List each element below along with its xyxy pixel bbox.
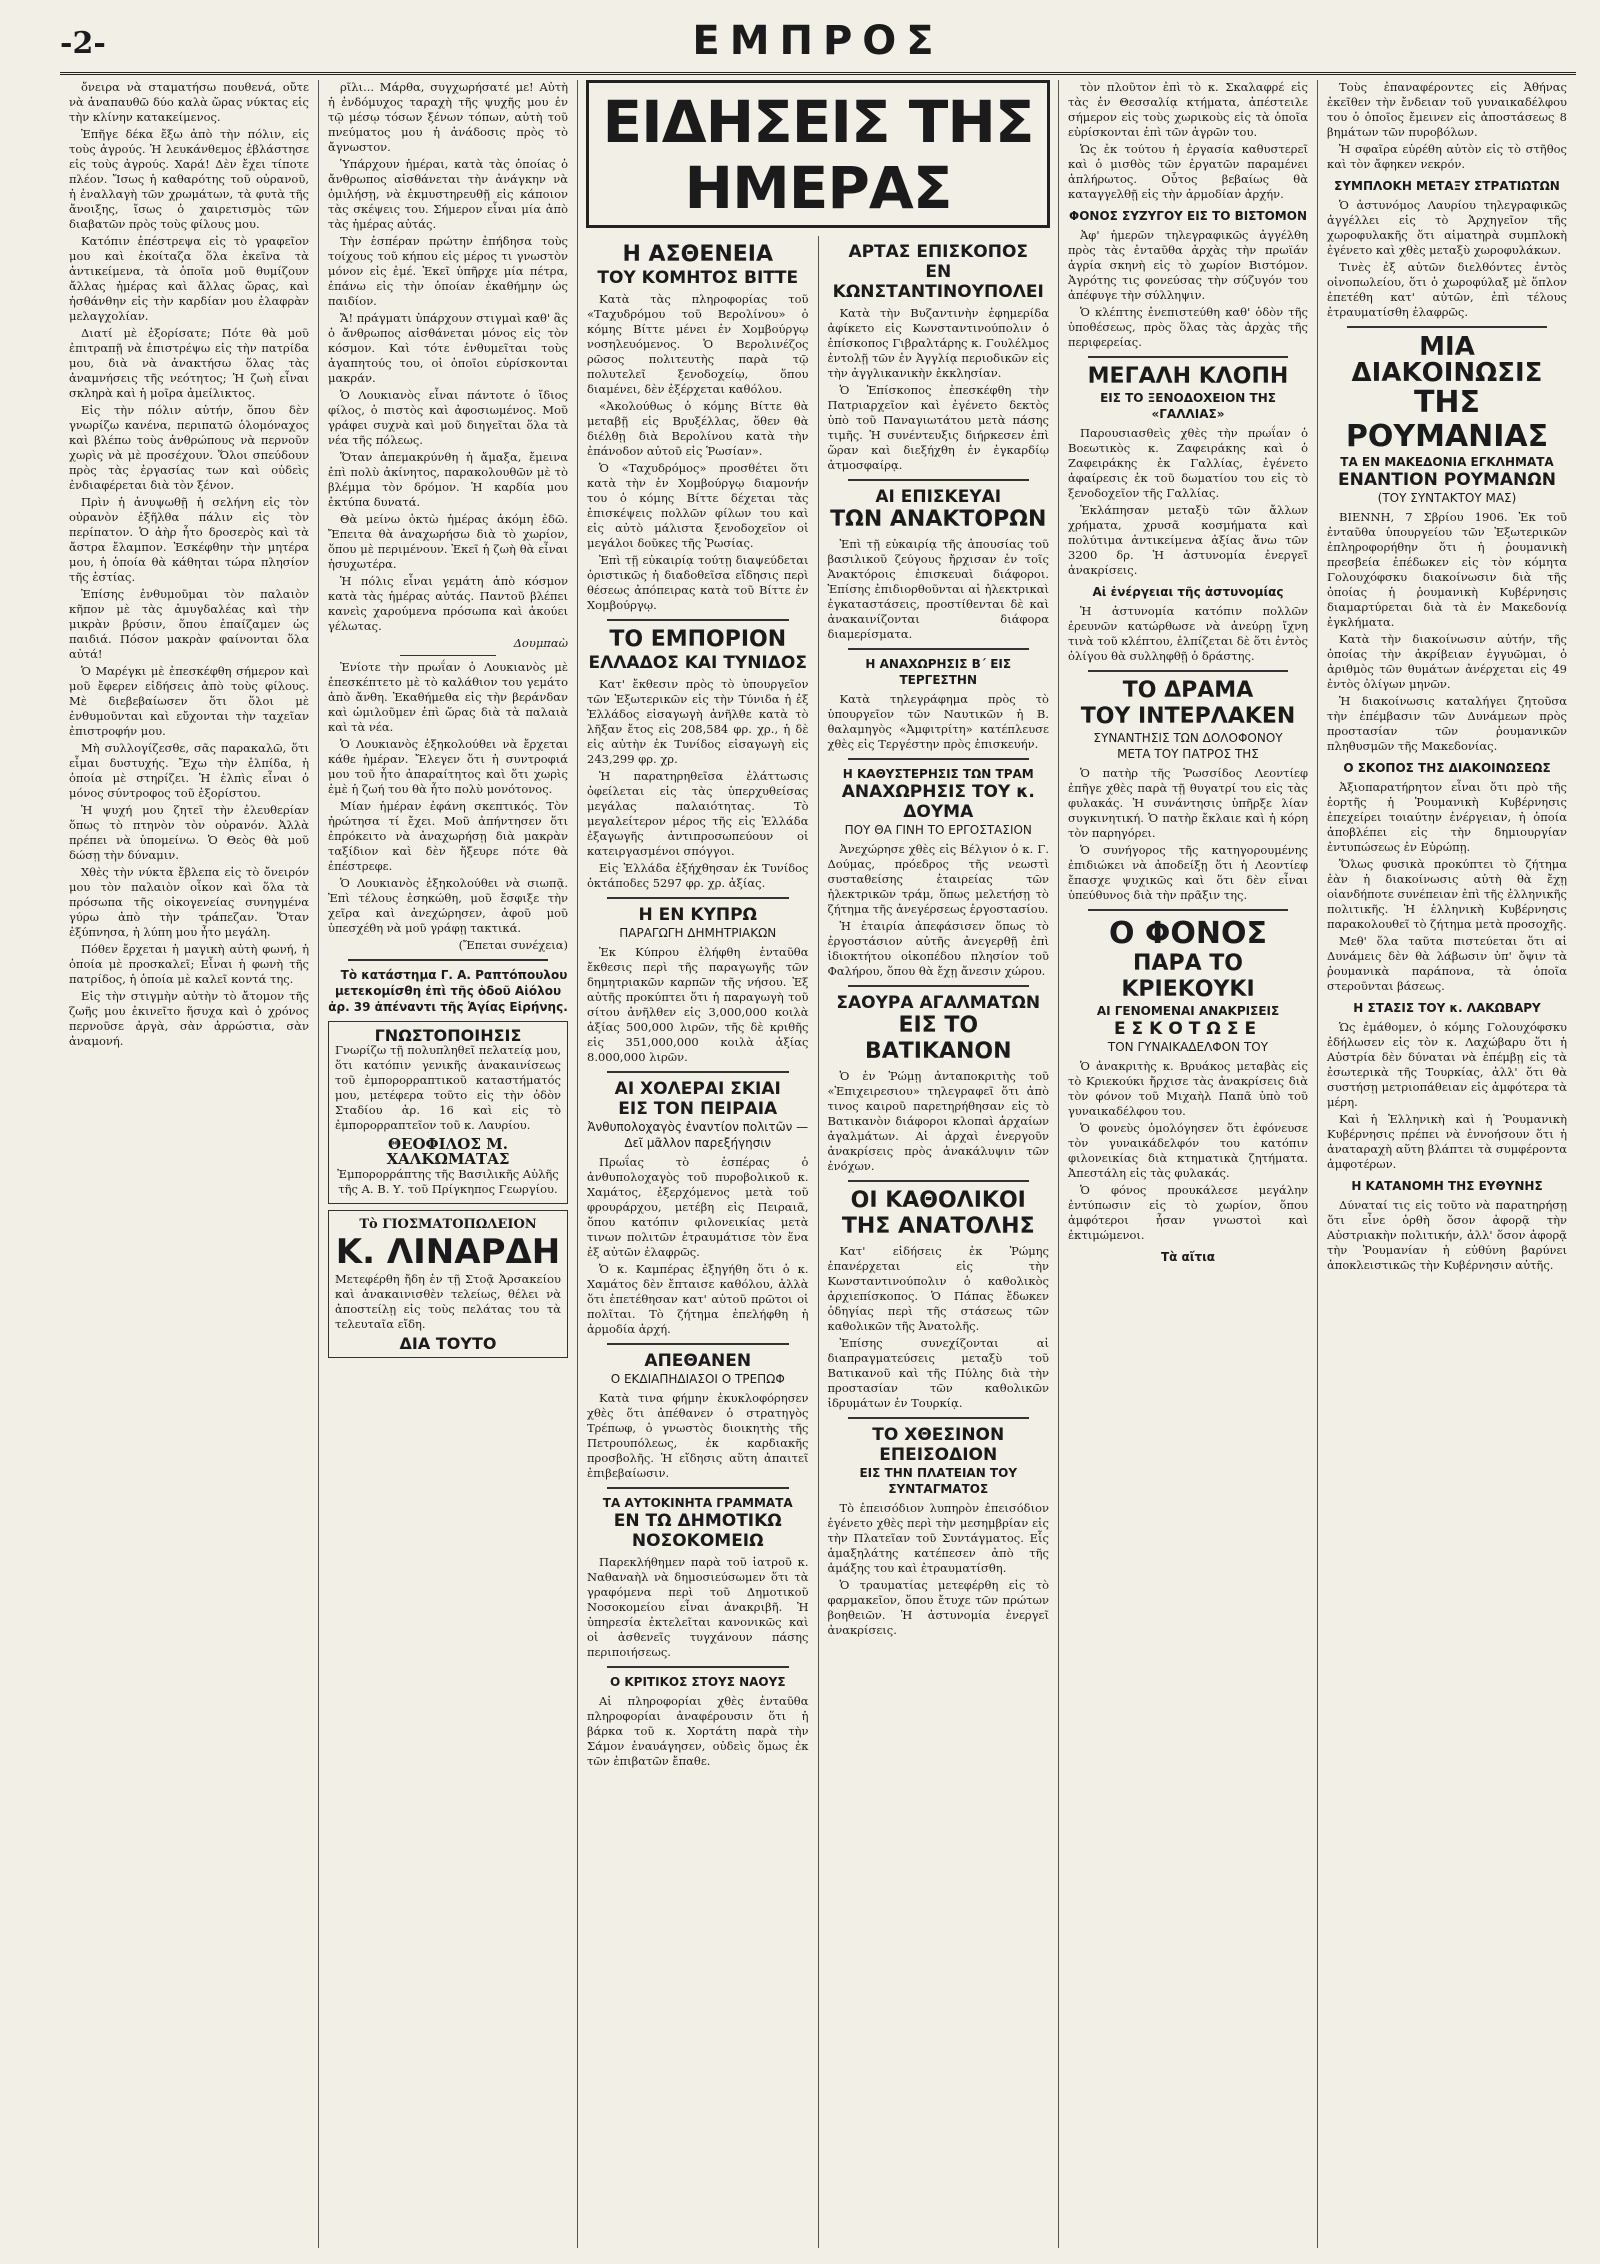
ad-subtext: Ἐμπορορράπτης τῆς Βασιλικῆς Αὐλῆς τῆς Α. Β. Υ. τοῦ Πρίγκηπος Γεωργίου. [337,1167,559,1196]
headline-line: ΑΡΤΑΣ ΕΠΙΣΚΟΠΟΣ [848,242,1029,262]
ad-title: ΓΝΩΣΤΟΠΟΙΗΣΙΣ [374,1026,522,1045]
headline [587,242,809,288]
paragraph: Κατὰ τὴν διακοίνωσιν αὐτήν, τῆς ὁποίας τὴν ἀκρίβειαν ἐγγυῶμαι, ὁ ἀριθμὸς τῶν θυμάτων ἀνέρχεται εἰς 49 ἐντὸς ὀλίγων μηνῶν. [1327,632,1567,691]
notice-text: Τὸ κατάστημα Γ. Α. Ραπτόπουλου μετεκομίσθη ἐπὶ τῆς ὁδοῦ Αἰόλου ἀρ. 39 ἀπέναντι τῆς Ἁγίας Εἰρήνης. [328,968,568,1014]
divider [348,959,548,961]
paragraph: Ὁ ἐν Ῥώμῃ ἀνταποκριτὴς τοῦ «Ἐπιχειρεσιου» τηλεγραφεῖ ὅτι ἀπὸ τινος καιροῦ παρετηρήθησαν εἰς τὸ Βατικανὸν διάφοροι κλοπαὶ ἀρχαίων ἀγαλμάτων. Αἱ ἀρχαὶ ἐνεργοῦν ἀνακρίσεις πρὸς ἀνακάλυψιν τῶν ἐνόχων. [827,1069,1049,1173]
paragraph: Ἀφ' ἡμερῶν τηλεγραφικῶς ἀγγέλθη πρὸς τὰς ἐνταῦθα ἀρχὰς τὴν πρωϊάν ἀγρία σκηνὴ εἰς τὸ χωρίον Βιστόμον. Ἀγρότης τις φονεύσας τὴν σύζυγόν του ἀπέφυγε τὴν σύλληψιν. [1068,228,1308,302]
paragraph: «Ἀκολούθως ὁ κόμης Βίττε θὰ μεταβῇ εἰς Βρυξέλλας, ὅθεν θὰ διέλθῃ διὰ Βερολίνου κατὰ τὴν ἐπάνοδον αὐτοῦ εἰς Ῥωσίαν». [587,399,809,458]
headline [828,766,1050,838]
headline [587,1351,809,1387]
paragraph: Ὁ φόνος προυκάλεσε μεγάλην ἐντύπωσιν εἰς τὸ χωρίον, ὅπου ἀμφότεροι ἦσαν γνωστοὶ καὶ ἐκτιμώμενοι. [1068,1183,1308,1242]
paragraph: Πρωΐας τὸ ἑσπέρας ὁ ἀνθυπολοχαγὸς τοῦ πυροβολικοῦ κ. Χαμάτος, ἐξερχόμενος μετὰ τοῦ φρουράρχου, μετέβη εἰς Πειραιᾶ, ὅπου κατόπιν φιλονεικίας μετὰ τινων πολιτῶν ἐτραυμάτισε τὸν ἕνα ἐξ αὐτῶν ἐλαφρῶς. [587,1155,809,1259]
paragraph: Ἡ σφαῖρα εὑρέθη αὐτὸν εἰς τὸ στῆθος καὶ τὸν ἄφηκεν νεκρόν. [1327,142,1567,171]
paragraph: Κατὰ τὰς πληροφορίας τοῦ «Ταχυδρόμου τοῦ Βερολίνου» ὁ κόμης Βίττε μένει ἐν Χομβούργῳ νοσηλευόμενος. Ὁ Βερολινέζος ρῶσος πολιτευτὴς παρὰ τῷ πολυτελεῖ ξενοδοχείῳ, ὅπου διαμένει, δὲν ἐξέρχεται καθόλου. [587,292,809,396]
paragraph: Ἄ! πράγματι ὑπάρχουν στιγμαὶ καθ' ἃς ὁ ἄνθρωπος αἰσθάνεται μόνος εἰς τὸν κόσμον. Καὶ τότε ἐνθυμεῖται τοὺς ἀγαπητούς του, οἱ ὁποῖοι εὑρίσκονται μακράν. [328,311,568,385]
paragraph: Ὑπάρχουν ἡμέραι, κατὰ τὰς ὁποίας ὁ ἄνθρωπος αἰσθάνεται τὴν ἀνάγκην νὰ ὁμιλήσῃ, νὰ ἐκμυστηρευθῇ εἰς κάποιον τὰς σκέψεις του. Σήμερον εἶναι μία ἀπὸ τὰς ἡμέρας αὐτάς. [328,157,568,231]
headline [828,487,1050,533]
headline-line: ΣΥΜΠΛΟΚΗ ΜΕΤΑΞΥ ΣΤΡΑΤΙΩΤΩΝ [1334,179,1560,193]
paragraph: Ὁ πατὴρ τῆς Ῥωσσίδος Λεοντίεφ ἐπῆγε χθὲς παρὰ τῇ θυγατρί του εἰς τὰς φυλακάς. Ἡ συνάντησις ὑπῆρξε λίαν συγκινητική. Ὁ πατὴρ ἔκλαιε καὶ ἡ κόρη τὸν παρηγόρει. [1068,766,1308,840]
headline [1068,917,1308,1055]
headline-line: ΕΛΛΑΔΟΣ ΚΑΙ ΤΥΝΙΔΟΣ [588,653,807,673]
paragraph: Ὁ Ἐπίσκοπος ἐπεσκέφθη τὴν Πατριαρχεῖον καὶ ἐγένετο δεκτὸς ὑπὸ τοῦ Παναγιωτάτου μετὰ πάσης τιμῆς. Ἡ συνέντευξις διήρκεσεν ἐπὶ ὥραν καὶ διεξήχθη ἐν ἐγκαρδίῳ ἀτμοσφαίρᾳ. [827,383,1049,472]
headline-line: ΤΟΥ ΚΟΜΗΤΟΣ ΒΙΤΤΕ [597,268,799,288]
paragraph: Τοὺς ἐπαναφέροντες εἰς Ἀθήνας ἐκεῖθεν τὴν ἔνδειαν τοῦ γυναικαδέλφου του ὁ ὁποῖος ἔμεινεν εἰς ἀποστάσεως 8 βημάτων τῶν πυροβόλων. [1327,80,1567,139]
headline [587,627,809,673]
headline-line: Η ΚΑΤΑΝΟΜΗ ΤΗΣ ΕΥΘΥΝΗΣ [1351,1179,1543,1193]
headline [1327,178,1567,194]
headline-line: ΑΙ ΕΠΙΣΚΕΥΑΙ [875,487,1002,507]
paragraph: Ἀνεχώρησε χθὲς εἰς Βέλγιον ὁ κ. Γ. Δούμας, πρόεδρος τῆς νεωστὶ συσταθείσης ἑταιρείας τῶν ἠλεκτρικῶν τράμ, ὅπως μελετήσῃ τὸ ζήτημα τῆς ἀνεγέρσεως ἐργοστασίου. [827,842,1049,916]
paragraph: Ὅταν ἀπεμακρύνθη ἡ ἄμαξα, ἔμεινα ἐπὶ πολὺ ἀκίνητος, παρακολουθῶν μὲ τὸ βλέμμα τὸν δρόμον. Ἡ καρδία μου ἐκτύπα δυνατά. [328,450,568,509]
headline-subline: ΕΝΑΝΤΙΟΝ ΡΟΥΜΑΝΩΝ [1338,470,1556,490]
paragraph: Κατόπιν ἐπέστρεψα εἰς τὸ γραφεῖον μου καὶ ἐκοίταζα ὅλα ἐκεῖνα τὰ ἀντικείμενα, τὰ ὁποῖα μοῦ θυμίζουν ἄλλας ἡμέρας καὶ ἄλλας ὥρας, καὶ ἠσθάνθην εἰς τὴν καρδίαν μου ἐλαφρὰν μελαγχολίαν. [69,234,309,323]
paragraph: Ὅλως φυσικὰ προκύπτει τὸ ζήτημα ἐὰν ἡ διακοίνωσις αὐτὴ θὰ ἔχῃ οἱανδήποτε συνέπειαν ἐπὶ τῆς ἐλληνικῆς πολιτικῆς. Ἡ ἑλληνικὴ Κυβέρνησις παρακολουθεῖ τὸ ζήτημα μετὰ προσοχῆς. [1327,857,1567,931]
paragraph: Παρεκλήθημεν παρὰ τοῦ ἰατροῦ κ. Ναθαναὴλ νὰ δημοσιεύσωμεν ὅτι τὰ γραφόμενα περὶ τοῦ Δημοτικοῦ Νοσοκομείου εἶναι ἀνακριβῆ. Ἡ ὑπηρεσία ἐκτελεῖται κανονικῶς καὶ οἱ ἀσθενεῖς τυγχάνουν πάσης περιποιήσεως. [587,1555,809,1659]
headline [1068,364,1308,422]
divider [1088,356,1288,358]
headline-line: ΕΙΣ ΤΟ ΒΑΤΙΚΑΝΟΝ [864,1013,1012,1064]
paragraph: Εἰς τὴν πόλιν αὐτήν, ὅπου δὲν γνωρίζω κανένα, περιπατῶ ὁλομόναχος καὶ βλέπω τοὺς ἀνθρώπους νὰ περνοῦν χωρὶς νὰ μὲ προσέχουν. Ὅλοι σπεύδουν πρὸς τὰς ἐργασίας των καὶ οὐδεὶς ἐνδιαφέρεται διὰ τὸν ξένον. [69,403,309,492]
paragraph: Ὁ κλέπτης ἐνεπιστεύθη καθ' ὁδὸν τῆς ὑποθέσεως, πρὸς ὅλας τὰς ἀρχὰς τῆς περιφερείας. [1068,305,1308,349]
divider [1088,909,1288,911]
column-1 [60,80,319,2248]
headline-line: Η ΑΝΑΧΩΡΗΣΙΣ Β΄ ΕΙΣ ΤΕΡΓΕΣΤΗΝ [865,657,1012,687]
headline-line: Η ΕΝ ΚΥΠΡΩ [638,905,758,925]
headline-line: ΜΙΑ ΔΙΑΚΟΙΝΩΣΙΣ [1351,332,1543,388]
headline-subline: ΜΕΤΑ ΤΟΥ ΠΑΤΡΟΣ ΤΗΣ [1117,747,1259,761]
paragraph: Ὁ τραυματίας μετεφέρθη εἰς τὸ φαρμακεῖον, ὅπου ἔτυχε τῶν πρώτων βοηθειῶν. Ἡ ἀστυνομία ἐνεργεῖ ἀνακρίσεις. [827,1578,1049,1637]
headline-line: Αἱ ἐνέργειαι τῆς ἀστυνομίας [1092,585,1284,599]
notice [328,967,568,1015]
headline [828,1425,1050,1497]
headline-line: Τὰ αἴτια [1160,1250,1216,1264]
paragraph: ρῖλι... Μάρθα, συγχωρήσατέ με! Αὐτὴ ἡ ἐνδόμυχος ταραχὴ τῆς ψυχῆς μου ἐν τῷ μέσῳ τόσων ξένων τόπων, αὐτὴ τοῦ πνεύματος μου ἡ ἀνάδοσις πρὸς τὸ ἄγνωστον. [328,80,568,154]
headline-line: ΤΟ ΔΡΑΜΑ [1122,678,1254,703]
paragraph: Μεθ' ὅλα ταῦτα πιστεύεται ὅτι αἱ Δυνάμεις δὲν θὰ λάβωσιν ὑπ' ὄψιν τὰ ῥουμανικὰ παράπονα, τὰ ὁποῖα στεροῦνται βάσεως. [1327,934,1567,993]
paragraph: Ἐπὶ τῇ εὐκαιρίᾳ τῆς ἀπουσίας τοῦ βασιλικοῦ ζεύγους ἤρχισαν ἐν τοῖς Ἀνακτόροις ἐπισκευαὶ διάφοροι. Ἐπίσης ἐπιδιορθοῦνται αἱ ἠλεκτρικαὶ ἐγκαταστάσεις, προστίθενται δὲ καὶ ἀνακαινίζονται διάφορα διαμερίσματα. [827,537,1049,641]
divider [607,619,789,621]
advertisement [328,1210,568,1358]
author-signature: Δουμπαὼ [513,636,568,650]
headline-line: ΕΝ ΚΩΝΣΤΑΝΤΙΝΟΥΠΟΛΕΙ [832,262,1044,302]
headline-line: ΠΑΡΑΓΩΓΗ ΔΗΜΗΤΡΙΑΚΩΝ [619,926,777,940]
ad-subtitle: ΔΙΑ ΤΟΥΤΟ [399,1334,497,1353]
paragraph: Ἡ πόλις εἶναι γεμάτη ἀπὸ κόσμον κατὰ τὰς ἡμέρας αὐτάς. Παντοῦ βλέπει κανεὶς χαρούμενα πρόσωπα καὶ ἀκούει γέλωτας. [328,574,568,633]
headline-subline: ΠΟΥ ΘΑ ΓΙΝΗ ΤΟ ΕΡΓΟΣΤΑΣΙΟΝ [844,823,1032,837]
paragraph: Ἡ ψυχή μου ζητεῖ τὴν ἐλευθερίαν ὅπως τὸ πτηνὸν τὸν οὐρανόν. Ἀλλὰ πρέπει νὰ ὑπομείνω. Ὁ Θεὸς θὰ μοῦ δώσῃ τὴν δύναμιν. [69,803,309,862]
paragraph: ΒΙΕΝΝΗ, 7 Σβρίου 1906. Ἐκ τοῦ ἐνταῦθα ὑπουργείου τῶν Ἐξωτερικῶν ἐπληροφορήθην ὅτι ἡ ῥουμανικὴ πρεσβεία ἐπέδωκεν εἰς τὸν κόμητα Γολουχόφσκυ διακοίνωσιν διὰ τῆς ὁποίας ἡ ῥουμανικὴ Κυβέρνησις διαμαρτύρεται διὰ τὰ ἐν Μακεδονίᾳ ἐγκλήματα. [1327,510,1567,629]
paragraph: Ὁ «Ταχυδρόμος» προσθέτει ὅτι κατὰ τὴν ἐν Χομβούργῳ διαμονήν του ὁ κόμης Βίττε δέχεται τὰς ἐπισκέψεις πολλῶν φίλων του καὶ εἰς αὐτὸ μάλιστα ξενοδοχεῖον οἱ μεγάλοι δοῦκες τῆς Ῥωσίας. [587,461,809,550]
headline-line: Ο ΕΚΔΙΑΠΗΔΙΑΣΟΙ Ο ΤΡΕΠΩΦ [610,1372,785,1386]
divider [848,758,1030,760]
divider [607,1666,789,1668]
divider [1088,670,1288,672]
paragraph: Ὡς ἐκ τούτου ἡ ἐργασία καθυστερεῖ καὶ ὁ μισθὸς τῶν ἐργατῶν παραμένει ἀπλήρωτος. Οὗτος βεβαίως θὰ καταγγελθῇ εἰς τὴν ἀρμοδίαν ἀρχήν. [1068,142,1308,201]
headline [1068,208,1308,224]
paragraph: Ὁ Λουκιανὸς εἶναι πάντοτε ὁ ἴδιος φίλος, ὁ πιστὸς καὶ ἀφοσιωμένος. Μοῦ γράφει συχνὰ καὶ μοῦ διηγεῖται ὅλα τὰ νέα τῆς πόλεως. [328,388,568,447]
headline [587,1079,809,1151]
headline-line: ΑΠΕΘΑΝΕΝ [644,1351,752,1371]
headline-line: ΑΙ ΧΟΛΕΡΑΙ ΣΚΙΑΙ [614,1079,781,1099]
headline-line: ΜΕΓΑΛΗ ΚΛΟΠΗ [1087,364,1289,389]
column-5 [1059,80,1318,2248]
advertisement [328,1021,568,1204]
paragraph: Ὁ Λουκιανὸς ἐξηκολούθει νὰ ἔρχεται κάθε ἡμέραν. Ἔλεγεν ὅτι ἡ συντροφιά μου τοῦ ἦτο ἀπαραίτητος καὶ ὅτι χωρὶς ἐμὲ ἡ ζωή του θὰ ἦτο πολὺ μονότονος. [328,737,568,796]
paragraph: Ὡς ἐμάθομεν, ὁ κόμης Γολουχόφσκυ ἐδήλωσεν εἰς τὸν κ. Λαχώβαρυ ὅτι ἡ Αὐστρία δὲν δύναται νὰ ἐπέμβῃ εἰς τὰ ἐσωτερικὰ τῆς Τουρκίας, ἀλλ' ὅτι θὰ συστήσῃ μετριοπάθειαν εἰς ἀμφότερα τὰ μέρη. [1327,1020,1567,1109]
paragraph: Ἀξιοπαρατήρητον εἶναι ὅτι πρὸ τῆς ἑορτῆς ἡ Ῥουμανικὴ Κυβέρνησις ἐπεχείρει τοιαύτην ἐνέργειαν, ἡ ὁποία ἀποβλέπει εἰς τὴν δημιουργίαν ἐντυπώσεως ἐν Εὐρώπῃ. [1327,780,1567,854]
paragraph: Ἐνίοτε τὴν πρωΐαν ὁ Λουκιανὸς μὲ ἐπεσκέπτετο μὲ τὸ καλάθιον του γεμάτο ἀπὸ ἄνθη. Ἐκαθήμεθα εἰς τὴν βεράνδαν καὶ ὡμιλοῦμεν ἐπὶ ὥρας διὰ τὰ παλαιὰ καὶ τὰ νέα. [328,660,568,734]
headline-subline: ΕΣΚΟΤΩΣΕ [1113,1019,1263,1039]
divider [607,897,789,899]
headline-line: ΤΗΣ ΡΟΥΜΑΝΙΑΣ [1345,385,1549,454]
paragraph: Πόθεν ἔρχεται ἡ μαγικὴ αὐτὴ φωνή, ἡ ὁποία μὲ προσκαλεῖ; Εἶναι ἡ φωνὴ τῆς πατρίδος, ἡ ὁποία μὲ καλεῖ κοντά της. [69,942,309,986]
headline-line: ΕΙΣ ΤΟΝ ΠΕΙΡΑΙΑ [618,1099,778,1119]
headline-line: ΤΟ ΕΜΠΟΡΙΟΝ [609,627,787,652]
divider [607,1487,789,1489]
paragraph: Ἡ παρατηρηθεῖσα ἐλάττωσις ὀφείλεται εἰς τὰς ὑπερχυθείσας μεγάλας παλαιότητας. Τὸ μεγαλείτερον μέρος τῆς εἰς Ἑλλάδα ἐξαγωγῆς ἀντιπροσωπεύουν οἱ κατειργασμένοι σπόγγοι. [587,769,809,858]
paragraph: Ὁ συνήγορος τῆς κατηγορουμένης ἐπιδιώκει νὰ ἀποδείξῃ ὅτι ἡ Λεοντίεφ ἔπασχε ψυχικῶς καὶ ὅτι δὲν εἶναι ὑπεύθυνος διὰ τὴν πρᾶξιν της. [1068,843,1308,902]
paragraph: Τὴν ἑσπέραν πρώτην ἐπήδησα τοὺς τοίχους τοῦ κήπου εἰς μέρος τι γνωστὸν μόνον εἰς ἐμέ. Ἐκεῖ ὑπῆρχε μία πέτρα, ἐπάνω εἰς τὴν ὁποίαν ἐκαθήμην ὡς παιδίον. [328,234,568,308]
paragraph: Χθὲς τὴν νύκτα ἔβλεπα εἰς τὸ ὄνειρόν μου τὸν παλαιὸν οἶκον καὶ ὅλα τὰ πρόσωπα τῆς οἰκογενείας συνηγμένα γύρω ἀπὸ τὴν τράπεζαν. Ὅταν ἐξύπνησα, ἡ λύπη μου ἦτο μεγάλη. [69,865,309,939]
headline [828,656,1050,688]
headline-line: Ο ΣΚΟΠΟΣ ΤΗΣ ΔΙΑΚΟΙΝΩΣΕΩΣ [1343,761,1551,775]
newspaper-title: ΕΜΠΡΟΣ [692,18,944,64]
headline-line: ΦΟΝΟΣ ΣΥΖΥΓΟΥ ΕΙΣ ΤΟ ΒΙΣΤΟΜΟΝ [1069,209,1307,223]
column-2 [319,80,578,2248]
paragraph: Παρουσιασθεὶς χθὲς τὴν πρωΐαν ὁ Βοεωτικὸς κ. Ζαφειράκης καὶ ὁ Ζαφειράκης ἐκ Γαλλίας, ἐγένετο ἀφαίρεσις ἐκ τοῦ δωματίου του εἰς τὸ ξενοδοχεῖον τῆς Γαλλίας. [1068,426,1308,500]
divider [1347,326,1547,328]
divider [607,1343,789,1345]
paragraph: Ἡ ἀστυνομία κατόπιν πολλῶν ἐρευνῶν κατώρθωσε νὰ ἀνεύρῃ ἴχνη τινὰ τοῦ κλέπτου, ἐλπίζεται δὲ ὅτι ἐντὸς ὀλίγου θὰ συλληφθῇ ὁ δράστης. [1068,604,1308,663]
headline [587,905,809,941]
paragraph: Κατὰ τινα φήμην ἐκυκλοφόρησεν χθὲς ὅτι ἀπέθανεν ὁ στρατηγὸς Τρέπωφ, ὁ γνωστὸς διοικητὴς τῆς Πετρουπόλεως, ἐκ καρδιακῆς προσβολῆς. Ἡ εἴδησις αὕτη ἀπαιτεῖ ἐπιβεβαίωσιν. [587,1391,809,1480]
divider [848,985,1030,987]
headline-line: ΣΑΟΥΡΑ ΑΓΑΛΜΑΤΩΝ [836,993,1041,1013]
paragraph: Ἐκ Κύπρου ἐλήφθη ἐνταῦθα ἔκθεσις περὶ τῆς παραγωγῆς τῶν δημητριακῶν καρπῶν τῆς νήσου. Ἐξ αὐτῆς προκύπτει ὅτι ἡ παραγωγὴ τοῦ σίτου ἀνῆλθεν εἰς 3,000,000 κοιλὰ ἀξίας 500,000 λιρῶν, τῆς δὲ κριθῆς εἰς 351,000,000 κοιλὰ ἀξίας 8.000,000 λιρῶν. [587,945,809,1064]
headline [1327,1178,1567,1194]
paragraph: Ἐπὶ τῇ εὐκαιρίᾳ τούτῃ διαψεύδεται ὁριστικῶς ἡ διαδοθεῖσα εἴδησις περὶ θέσεως ἀπόπειρας κατὰ τοῦ Βίττε ἐν Χομβούργῳ. [587,553,809,612]
headline-line: ΤΩΝ ΑΝΑΚΤΟΡΩΝ [830,507,1047,532]
headline-line: ΟΙ ΚΑΘΟΛΙΚΟΙ [850,1188,1026,1213]
divider [607,1071,789,1073]
paragraph: Μὴ συλλογίζεσθε, σᾶς παρακαλῶ, ὅτι εἶμαι δυστυχής. Ἔχω τὴν ἐλπίδα, ἡ ὁποία μὲ στηρίζει. Ἡ ἐλπὶς εἶναι ὁ μόνος σύντροφος τοῦ ἐξορίστου. [69,741,309,800]
headline [828,1188,1050,1240]
ad-name: ΘΕΟΦΙΛΟΣ Μ. ΧΑΛΚΩΜΑΤΑΣ [386,1135,510,1168]
paragraph: Τινὲς ἐξ αὐτῶν διελθόντες ἐντὸς οἰνοπωλείου, ὅτι ὁ χωροφύλαξ μὲ ὅπλον ἐπετέθη κατ' αὐτῶν, ἐπὶ τέλους ἐτραυματίσθη ἐλαφρῶς. [1327,260,1567,319]
paragraph: τὸν πλοῦτον ἐπὶ τὸ κ. Σκαλαφρέ εἰς τὰς ἐν Θεσσαλίᾳ κτήματα, ἀπέστειλε σήμερον εἰς τοὺς χωρικοὺς εἰς τὰ ὁποῖα εὑρίσκονται ἐπὶ τῶν ἀγρῶν του. [1068,80,1308,139]
headline [587,1674,809,1690]
paragraph: Κατ' ἔκθεσιν πρὸς τὸ ὑπουργεῖον τῶν Ἐξωτερικῶν εἰς τὴν Τύνιδα ἡ ἐξ Ἑλλάδος εἰσαγωγὴ ἀνῆλθε κατὰ τὸ λῆξαν ἔτος εἰς 208,584 φρ. χρ., ἡ δὲ εἰς αὐτὴν ἐκ Τυνίδος εἰσαγωγὴ εἰς 243,299 φρ. χρ. [587,677,809,766]
columns [60,80,1576,2248]
paragraph: Ἐπῆγε δέκα ἔξω ἀπὸ τὴν πόλιν, εἰς τοὺς ἀγρούς. Ἡ λευκάνθεμος ἐβλάστησε εἰς τοὺς ἀγρούς. Χαρά! Δὲν ἔχει τίποτε πλέον. Ἴσως ἡ καθαρότης τοῦ οὐρανοῦ, ἡ ἐναλλαγὴ τῶν χρωμάτων, τὰ φυτὰ τῆς ἄνοιξης, ἴσως ὁ χαιρετισμὸς τῶν διαβατῶν πρὸς τοὺς φίλους μου. [69,127,309,231]
paragraph: Ὁ ἀστυνόμος Λαυρίου τηλεγραφικῶς ἀγγέλλει εἰς τὸ Ἀρχηγεῖον τῆς χωροφυλακῆς ὅτι αἱματηρὰ συμπλοκὴ ἐγένετο καὶ χθὲς μεταξὺ χωροφυλάκων. [1327,198,1567,257]
column-4 [819,236,1059,2248]
divider [848,479,1030,481]
paragraph: Τὸ ἐπεισόδιον λυπηρὸν ἐπεισόδιον ἐγένετο χθὲς περὶ τὴν μεσημβρίαν εἰς τὴν Πλατεῖαν τοῦ Συντάγματος. Εἷς ἁμαξηλάτης κατέπεσεν ἀπὸ τῆς ἁμάξης του καὶ ἐτραυματίσθη. [827,1501,1049,1575]
ad-name: Κ. ΛΙΝΑΡΔΗ [335,1232,561,1272]
headline-line: ΤΑ ΑΥΤΟΚΙΝΗΤΑ ΓΡΑΜΜΑΤΑ [602,1496,793,1510]
paragraph: Ἡ διακοίνωσις καταλήγει ζητοῦσα τὴν ἐπέμβασιν τῶν Δυνάμεων πρὸς προστασίαν τῶν ῥουμανικῶν πληθυσμῶν τῆς Μακεδονίας. [1327,694,1567,753]
headline [828,993,1050,1065]
column-3 [578,236,819,2248]
news-subcolumns [578,236,1058,2248]
paragraph: Διατί μὲ ἐξορίσατε; Πότε θὰ μοῦ ἐπιτραπῇ νὰ ἐπιστρέψω εἰς τὴν πατρίδα μου, διὰ νὰ ἀνακτήσω ὅλας τὰς ἀναμνήσεις τῆς νεότητος; Ἡ ζωὴ εἶναι σκληρὰ καὶ ἡ μοῖρα ἀμείλικτος. [69,326,309,400]
paragraph: Ὁ φονεὺς ὁμολόγησεν ὅτι ἐφόνευσε τὸν γυναικάδελφόν του κατόπιν φιλονεικίας διὰ κτηματικὰ ζητήματα. Ἀπεστάλη εἰς τὰς φυλακάς. [1068,1121,1308,1180]
paragraph: Πρὶν ἡ ἀνυψωθῇ ἡ σελήνη εἰς τὸν οὐρανὸν ἐξῆλθα πάλιν εἰς τὸν περίπατον. Ὁ ἀὴρ ἦτο δροσερὸς καὶ τὰ ἄστρα ἔλαμπον. Ἐσκέφθην τὴν μητέρα μου, ἡ ὁποία θὰ κάθηται τώρα πλησίον τῆς ἑστίας. [69,495,309,584]
column-6 [1318,80,1576,2248]
headline-line: ΠΑΡΑ ΤΟ ΚΡΙΕΚΟΥΚΙ [1121,951,1255,1002]
headline [1327,1000,1567,1016]
headline-line: Ο ΦΟΝΟΣ [1108,916,1268,951]
paragraph: Κατὰ τὴν Βυζαντινὴν ἐφημερίδα ἀφίκετο εἰς Κωνσταντινούπολιν ὁ ἐπίσκοπος Γιβραλτάρης κ. Γουλέλμος ἐντολῇ τῶν ἐν Ἀγγλίᾳ περιοδικῶν εἰς τὴν ἀγγλικανικὴν ἐκκλησίαν. [827,306,1049,380]
headline-line: Η ΑΣΘΕΝΕΙΑ [622,242,773,267]
headline-subline: Ἀνθυπολοχαγὸς ἐναντίον πολιτῶν — Δεῖ μᾶλλον παρεξήγησιν [587,1120,809,1150]
paragraph: Ὁ ἀνακριτὴς κ. Βρυάκος μεταβὰς εἰς τὸ Κριεκούκι ἤρχισε τὰς ἀνακρίσεις διὰ τὸν φόνον τοῦ Μιχαὴλ Παπᾶ ὑπὸ τοῦ γυναικαδέλφου του. [1068,1059,1308,1118]
section-banner: ΕΙΔΗΣΕΙΣ ΤΗΣ ΗΜΕΡΑΣ [586,80,1050,228]
headline-line: ΕΙΣ ΤΟ ΞΕΝΟΔΟΧΕΙΟΝ ΤΗΣ «ΓΑΛΛΙΑΣ» [1100,391,1276,421]
paragraph: Ὁ κ. Καμπέρας ἐξηγήθη ὅτι ὁ κ. Χαμάτος δὲν ἔπταισε καθόλου, ἀλλὰ ὅτι ἐπετέθησαν κατ' αὐτοῦ πρῶτοι οἱ πολῖται. Τὸ ζήτημα ἐπελήφθη ἡ ἀρμοδία ἀρχή. [587,1262,809,1336]
news-of-the-day-section [578,80,1059,2248]
headline-subline: ΤΟΝ ΓΥΝΑΙΚΑΔΕΛΦΟΝ ΤΟΥ [1107,1040,1269,1054]
paragraph: Αἱ πληροφορίαι χθὲς ἐνταῦθα πληροφορίαι ἀναφέρουσιν ὅτι ἡ βάρκα τοῦ κ. Χορτάτη παρὰ τὴν Σάμον ἐναυάγησεν, οὐδεὶς ὅμως ἐκ τῶν ἐπιβατῶν ἔπαθε. [587,1694,809,1768]
paragraph: Θὰ μείνω ὀκτὼ ἡμέρας ἀκόμη ἐδῶ. Ἔπειτα θὰ ἀναχωρήσω διὰ τὸ χωρίον, ὅπου μὲ περιμένουν. Ἐκεῖ ἡ ζωὴ θὰ εἶναι ἡσυχωτέρα. [328,512,568,571]
headline-line: ΤΗΣ ΑΝΑΤΟΛΗΣ [841,1214,1035,1239]
headline-line: Ο ΚΡΙΤΙΚΟΣ ΣΤΟΥΣ ΝΑΟΥΣ [609,1675,786,1689]
headline-subline: ΤΑ ΕΝ ΜΑΚΕΔΟΝΙΑ ΕΓΚΛΗΜΑΤΑ [1340,455,1554,469]
paragraph: Εἰς Ἑλλάδα ἐξήχθησαν ἐκ Τυνίδος ὀκτάποδες 5297 φρ. χρ. ἀξίας. [587,861,809,890]
headline-line: ΤΟ ΧΘΕΣΙΝΟΝ ΕΠΕΙΣΟΔΙΟΝ [872,1425,1005,1465]
headline [587,1495,809,1551]
paragraph: Δύναταί τις εἰς τοῦτο νὰ παρατηρήσῃ ὅτι εἶνε ὀρθὴ ὅσον ἀφορᾷ τὴν Αὐστριακὴν πολιτικήν, ἀλλ' ὅσον ἀφορᾷ τὴν Ῥουμανίαν ἡ εὐθύνη βαρύνει ἀποκλειστικῶς τὴν Κυβέρνησιν αὐτῆς. [1327,1198,1567,1272]
paragraph: Ὁ Λουκιανὸς ἐξηκολούθει νὰ σιωπᾷ. Ἐπὶ τέλους ἐσηκώθη, μοῦ ἔσφιξε τὴν χεῖρα καὶ ἀνεχώρησεν, ἀφοῦ μοῦ ὑπεσχέθη νὰ μοῦ γράφῃ τακτικά. [328,876,568,935]
headline [828,242,1050,302]
headline [1068,678,1308,762]
paragraph: Ἐκλάπησαν μεταξὺ τῶν ἄλλων χρήματα, χρυσᾶ κοσμήματα καὶ πολύτιμα ἀντικείμενα ἀξίας ἄνω τῶν 3200 δρ. Ἡ ἀστυνομία ἐνεργεῖ ἀνακρίσεις. [1068,503,1308,577]
paragraph: Ἐπίσης ἐνθυμοῦμαι τὸν παλαιὸν κῆπον μὲ τὰς ἀμυγδαλέας καὶ τὴν μικρὰν βρύσιν, ὅπου ἐπαίζαμεν ὡς παιδιά. Πόσον μακρὰν φαίνονται ὅλα αὐτά! [69,587,309,661]
masthead [60,14,1576,75]
divider [848,1417,1030,1419]
paragraph: Εἰς τὴν στιγμὴν αὐτὴν τὸ ἄτομον τῆς ζωῆς μου ἐκινεῖτο ἥσυχα καὶ ὁ χρόνος περνοῦσε ἀργὰ, σὰν ἀρρώστια, σὰν ἀναμονή. [69,989,309,1048]
paragraph: Ἐπίσης συνεχίζονται αἱ διαπραγματεύσεις μεταξὺ τοῦ Βατικανοῦ καὶ τῆς Πύλης διὰ τὴν προστασίαν τῶν καθολικῶν ἱδρυμάτων ἐν Τουρκίᾳ. [827,1336,1049,1410]
divider [848,648,1030,650]
paragraph: ὄνειρα νὰ σταματήσω πουθενά, οὔτε νὰ ἀναπαυθῶ δύο καλὰ ὥρας νύκτας εἰς τὴν κλίνην κατακείμενος. [69,80,309,124]
headline-line: ΤΟΥ ΙΝΤΕΡΛΑΚΕΝ [1080,704,1296,729]
headline [1327,334,1567,506]
paragraph: Ἡ ἑταιρία ἀπεφάσισεν ὅπως τὸ ἐργοστάσιον αὐτῆς ἀνεγερθῇ ἐπὶ ἰδιοκτήτου οἰκοπέδου πλησίον τοῦ Φαλήρου, ὅπου θὰ ἔχῃ ἄνεσιν χώρου. [827,919,1049,978]
paragraph: Κατ' εἰδήσεις ἐκ Ῥώμης ἐπανέρχεται εἰς τὴν Κωνσταντινούπολιν ὁ καθολικὸς ἀρχιεπίσκοπος. Ὁ Πάπας ἔδωκεν ὁδηγίας περὶ τῆς στάσεως τῶν καθολικῶν τῆς Ἀνατολῆς. [827,1244,1049,1333]
headline-line: Η ΣΤΑΣΙΣ ΤΟΥ κ. ΛΑΚΩΒΑΡΥ [1353,1001,1541,1015]
headline [1068,1249,1308,1265]
headline-subline: (ΤΟΥ ΣΥΝΤΑΚΤΟΥ ΜΑΣ) [1377,491,1517,505]
headline [1327,760,1567,776]
headline-subline: ΑΙ ΓΕΝΟΜΕΝΑΙ ΑΝΑΚΡΙΣΕΙΣ [1096,1004,1280,1018]
headline-line: ΕΝ ΤΩ ΔΗΜΟΤΙΚΩ ΝΟΣΟΚΟΜΕΙΩ [613,1511,782,1551]
headline [1068,584,1308,600]
paragraph: Ὁ Μαρέγκι μὲ ἐπεσκέφθη σήμερον καὶ μοῦ ἔφερεν εἰδήσεις ἀπὸ τοὺς φίλους. Μὲ διεβεβαίωσεν ὅτι ὅλοι μὲ ἐνθυμοῦνται καὶ εὔχονται τὴν ταχεῖαν ἐπιστροφήν μου. [69,664,309,738]
to-be-continued: (Ἔπεται συνέχεια) [458,938,568,952]
divider [848,1180,1030,1182]
paragraph: Κατὰ τηλεγράφημα πρὸς τὸ ὑπουργεῖον τῶν Ναυτικῶν ἡ Β. θαλαμηγὸς «Ἀμφιτρίτη» κατέπλευσε χθὲς εἰς Τεργέστην πρὸς ἐπισκευήν. [827,692,1049,751]
headline-line: ΕΙΣ ΤΗΝ ΠΛΑΤΕΙΑΝ ΤΟΥ ΣΥΝΤΑΓΜΑΤΟΣ [859,1466,1018,1496]
paragraph: Μίαν ἡμέραν ἐφάνη σκεπτικός. Τὸν ἠρώτησα τί ἔχει. Μοῦ ἀπήντησεν ὅτι ἐπρόκειτο νὰ ἀναχωρήσῃ διὰ μακρὰν ταξίδιον καὶ δὲν ἤξευρε πότε θὰ ἐπέστρεφε. [328,799,568,873]
ad-title: Τὸ ΓΙΟΣΜΑΤΟΠΩΛΕΙΟΝ [359,1217,537,1232]
page-number: -2- [60,26,106,61]
paragraph: Καὶ ἡ Ἑλληνικὴ καὶ ἡ Ῥουμανικὴ Κυβέρνησις πρέπει νὰ ἐννοήσουν ὅτι ἡ ἀναταραχὴ αὕτη βλάπτει τὰ συμφέροντα ἀμφοτέρων. [1327,1112,1567,1171]
divider [400,655,496,656]
headline-line: ΑΝΑΧΩΡΗΣΙΣ ΤΟΥ κ. ΔΟΥΜΑ [841,782,1035,822]
ad-text: Μετεφέρθη ἤδη ἐν τῇ Στοᾷ Ἀρσακείου καὶ ἀνακαινισθὲν τελείως, θέλει νὰ ἀποστείλῃ εἰς τοὺς πελάτας του τὰ τελευταῖα εἴδη. [335,1272,561,1331]
ad-text: Γνωρίζω τῇ πολυπληθεῖ πελατείᾳ μου, ὅτι κατόπιν γενικῆς ἀνακαινίσεως τοῦ ἐμπορορραπτικοῦ καταστήματός μου, μετέφερα τοῦτο εἰς τὴν ὁδὸν Σταδίου ἀρ. 16 καὶ εἰς τὸ ἐμπορορραπτεῖον τοῦ κ. Λαυρίου. [335,1043,561,1132]
headline-subline: ΣΥΝΑΝΤΗΣΙΣ ΤΩΝ ΔΟΛΟΦΟΝΟΥ [1093,731,1283,745]
headline-line: Η ΚΑΘΥΣΤΕΡΗΣΙΣ ΤΩΝ ΤΡΑΜ [842,767,1034,781]
